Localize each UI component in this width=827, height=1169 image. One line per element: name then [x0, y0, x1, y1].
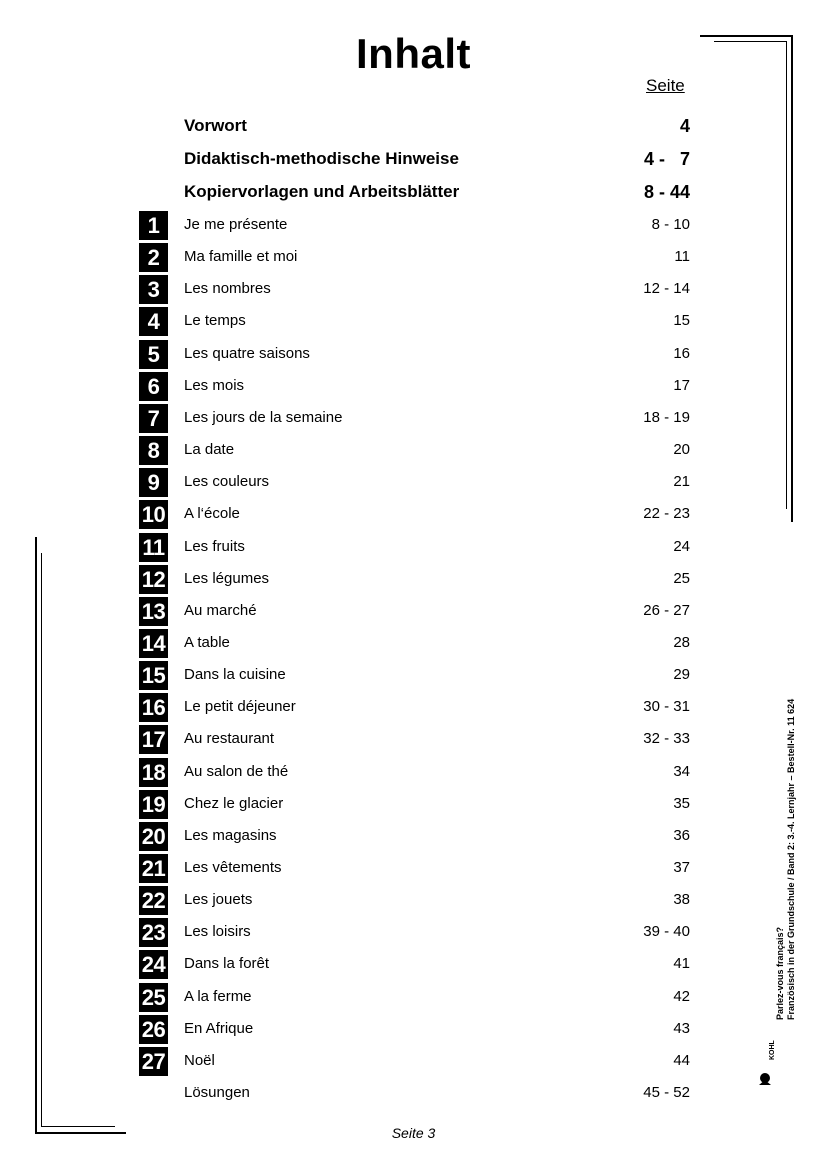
entry-pages: 41	[673, 955, 690, 973]
toc-entry	[0, 727, 827, 755]
toc-entry	[0, 535, 827, 563]
toc-entry	[0, 888, 827, 916]
entry-pages: 38	[673, 891, 690, 909]
chapter-number-badge: 13	[139, 597, 168, 626]
toc-entry	[0, 470, 827, 498]
toc-entry	[0, 1049, 827, 1077]
page-column-header: Seite	[646, 76, 685, 95]
entry-pages: 35	[673, 794, 690, 812]
entry-label: Les magasins	[184, 826, 277, 844]
publisher-logo	[755, 1030, 795, 1090]
toc-entry	[0, 856, 827, 884]
chapter-number-badge: 6	[139, 372, 168, 401]
chapter-number-badge: 8	[139, 436, 168, 465]
toc-entry	[0, 920, 827, 948]
entry-pages: 24	[673, 537, 690, 555]
chapter-number-badge: 1	[139, 211, 168, 240]
chapter-number-badge: 3	[139, 275, 168, 304]
entry-pages: 26 - 27	[643, 601, 690, 619]
toc-entry	[0, 760, 827, 788]
chapter-number-badge: 19	[139, 790, 168, 819]
entry-label: Chez le glacier	[184, 794, 284, 812]
chapter-number-badge: 23	[139, 918, 168, 947]
toc-entry	[0, 245, 827, 273]
toc-entry	[0, 985, 827, 1013]
entry-label: Dans la forêt	[184, 955, 270, 973]
entry-pages: 43	[673, 1019, 690, 1037]
entry-label: Les fruits	[184, 537, 245, 555]
entry-pages: 20	[673, 441, 690, 458]
page-number: Seite 3	[391, 1125, 436, 1141]
chapter-number-badge: 17	[139, 725, 168, 754]
chapter-number-badge: 18	[139, 758, 168, 787]
chapter-number-badge: 26	[139, 1015, 168, 1044]
entry-pages: 34	[673, 762, 690, 780]
entry-label: Les quatre saisons	[184, 344, 310, 362]
entry-pages: 39 - 40	[643, 923, 690, 941]
toc-entry	[0, 952, 827, 980]
section-pages: 4 - 7	[643, 149, 690, 169]
entry-pages: 29	[673, 666, 690, 684]
entry-pages: 36	[673, 826, 690, 844]
entry-label: A table	[184, 634, 230, 651]
entry-label: Au restaurant	[184, 730, 275, 748]
entry-pages: 32 - 33	[643, 730, 690, 748]
toc-entry	[0, 631, 827, 659]
entry-label: Les mois	[184, 376, 245, 394]
entry-label: Au marché	[184, 601, 257, 619]
chapter-number-badge: 4	[139, 307, 168, 336]
entry-pages: 8 - 10	[651, 216, 690, 233]
toc-entry	[0, 1017, 827, 1045]
entry-pages: 42	[673, 987, 690, 1005]
toc-entry	[0, 374, 827, 402]
entry-pages: 25	[673, 569, 690, 587]
chapter-number-badge: 9	[139, 468, 168, 497]
entry-label: Les jouets	[184, 891, 253, 909]
section-label: Vorwort	[184, 116, 247, 135]
entry-pages: 18 - 19	[643, 408, 690, 426]
entry-pages: 44	[673, 1051, 690, 1069]
chapter-number-badge: 22	[139, 886, 168, 915]
entry-label: Les jours de la semaine	[184, 408, 343, 426]
toc-entry	[0, 309, 827, 337]
toc-entry	[0, 792, 827, 820]
entry-label: Ma famille et moi	[184, 248, 298, 266]
entry-label: La date	[184, 441, 235, 458]
entry-label: Les légumes	[184, 569, 270, 587]
publisher-side-note	[775, 620, 797, 1020]
chapter-number-badge: 16	[139, 693, 168, 722]
chapter-number-badge: 24	[139, 950, 168, 979]
chapter-number-badge: 25	[139, 983, 168, 1012]
chapter-number-badge: 27	[139, 1047, 168, 1076]
toc-entry	[0, 342, 827, 370]
entry-pages: 16	[673, 344, 690, 362]
toc-entry	[0, 663, 827, 691]
toc-entry	[0, 824, 827, 852]
entry-label: Les couleurs	[184, 473, 270, 491]
entry-pages: 28	[673, 634, 690, 651]
entry-pages: 22 - 23	[643, 505, 690, 523]
entry-pages: 12 - 14	[643, 280, 690, 298]
page-title: Inhalt	[356, 30, 471, 77]
entry-label: En Afrique	[184, 1019, 254, 1037]
section-label: Kopiervorlagen und Arbeitsblätter	[184, 182, 460, 201]
entry-label: A l‘école	[184, 505, 240, 523]
entry-label: A la ferme	[184, 987, 252, 1005]
toc-entry	[0, 695, 827, 723]
toc-entry	[0, 599, 827, 627]
entry-label: Au salon de thé	[184, 762, 289, 780]
toc-entry	[0, 438, 827, 466]
entry-pages: 11	[674, 248, 690, 266]
toc-entry	[0, 567, 827, 595]
section-hinweise	[184, 149, 690, 169]
entry-label: Les nombres	[184, 280, 271, 298]
entry-pages: 17	[673, 376, 690, 394]
logo-text: KOHL	[769, 1040, 776, 1060]
entry-label: Les vêtements	[184, 859, 282, 876]
toc-entry	[0, 277, 827, 305]
section-pages: 8 - 44	[643, 182, 690, 202]
chapter-number-badge: 15	[139, 661, 168, 690]
chapter-number-badge: 20	[139, 822, 168, 851]
section-vorwort	[184, 116, 690, 136]
chapter-number-badge: 14	[139, 629, 168, 658]
entry-label: Je me présente	[184, 216, 288, 233]
chapter-number-badge: 2	[139, 243, 168, 272]
chapter-number-badge: 12	[139, 565, 168, 594]
chapter-number-badge: 10	[139, 500, 168, 529]
entry-label: Dans la cuisine	[184, 666, 286, 684]
section-pages: 4	[679, 116, 690, 136]
toc-entry	[0, 502, 827, 530]
chapter-number-badge: 5	[139, 340, 168, 369]
entry-label: Noël	[184, 1051, 215, 1069]
entry-pages: 21	[673, 473, 690, 491]
entry-label: Les loisirs	[184, 923, 251, 941]
chapter-number-badge: 7	[139, 404, 168, 433]
chapter-number-badge: 21	[139, 854, 168, 883]
entry-pages: 45 - 52	[643, 1084, 690, 1101]
chapter-number-badge: 11	[139, 533, 168, 562]
loesungen-row	[0, 1081, 827, 1109]
side-line-2: Französisch in der Grundschule / Band 2: 3.-4. Lernjahr – Bestell-Nr. 11 624	[786, 698, 796, 1020]
section-label: Didaktisch-methodische Hinweise	[184, 149, 459, 168]
section-kopiervorlagen	[184, 182, 690, 202]
entry-label: Le temps	[184, 312, 246, 330]
side-line-1: Parlez-vous français?	[775, 926, 785, 1020]
entry-label: Le petit déjeuner	[184, 698, 296, 716]
entry-label: Lösungen	[184, 1084, 250, 1101]
toc-entry	[0, 213, 827, 241]
entry-pages: 30 - 31	[643, 698, 690, 716]
toc-entry	[0, 406, 827, 434]
entry-pages: 37	[673, 859, 690, 876]
entry-pages: 15	[673, 312, 690, 330]
